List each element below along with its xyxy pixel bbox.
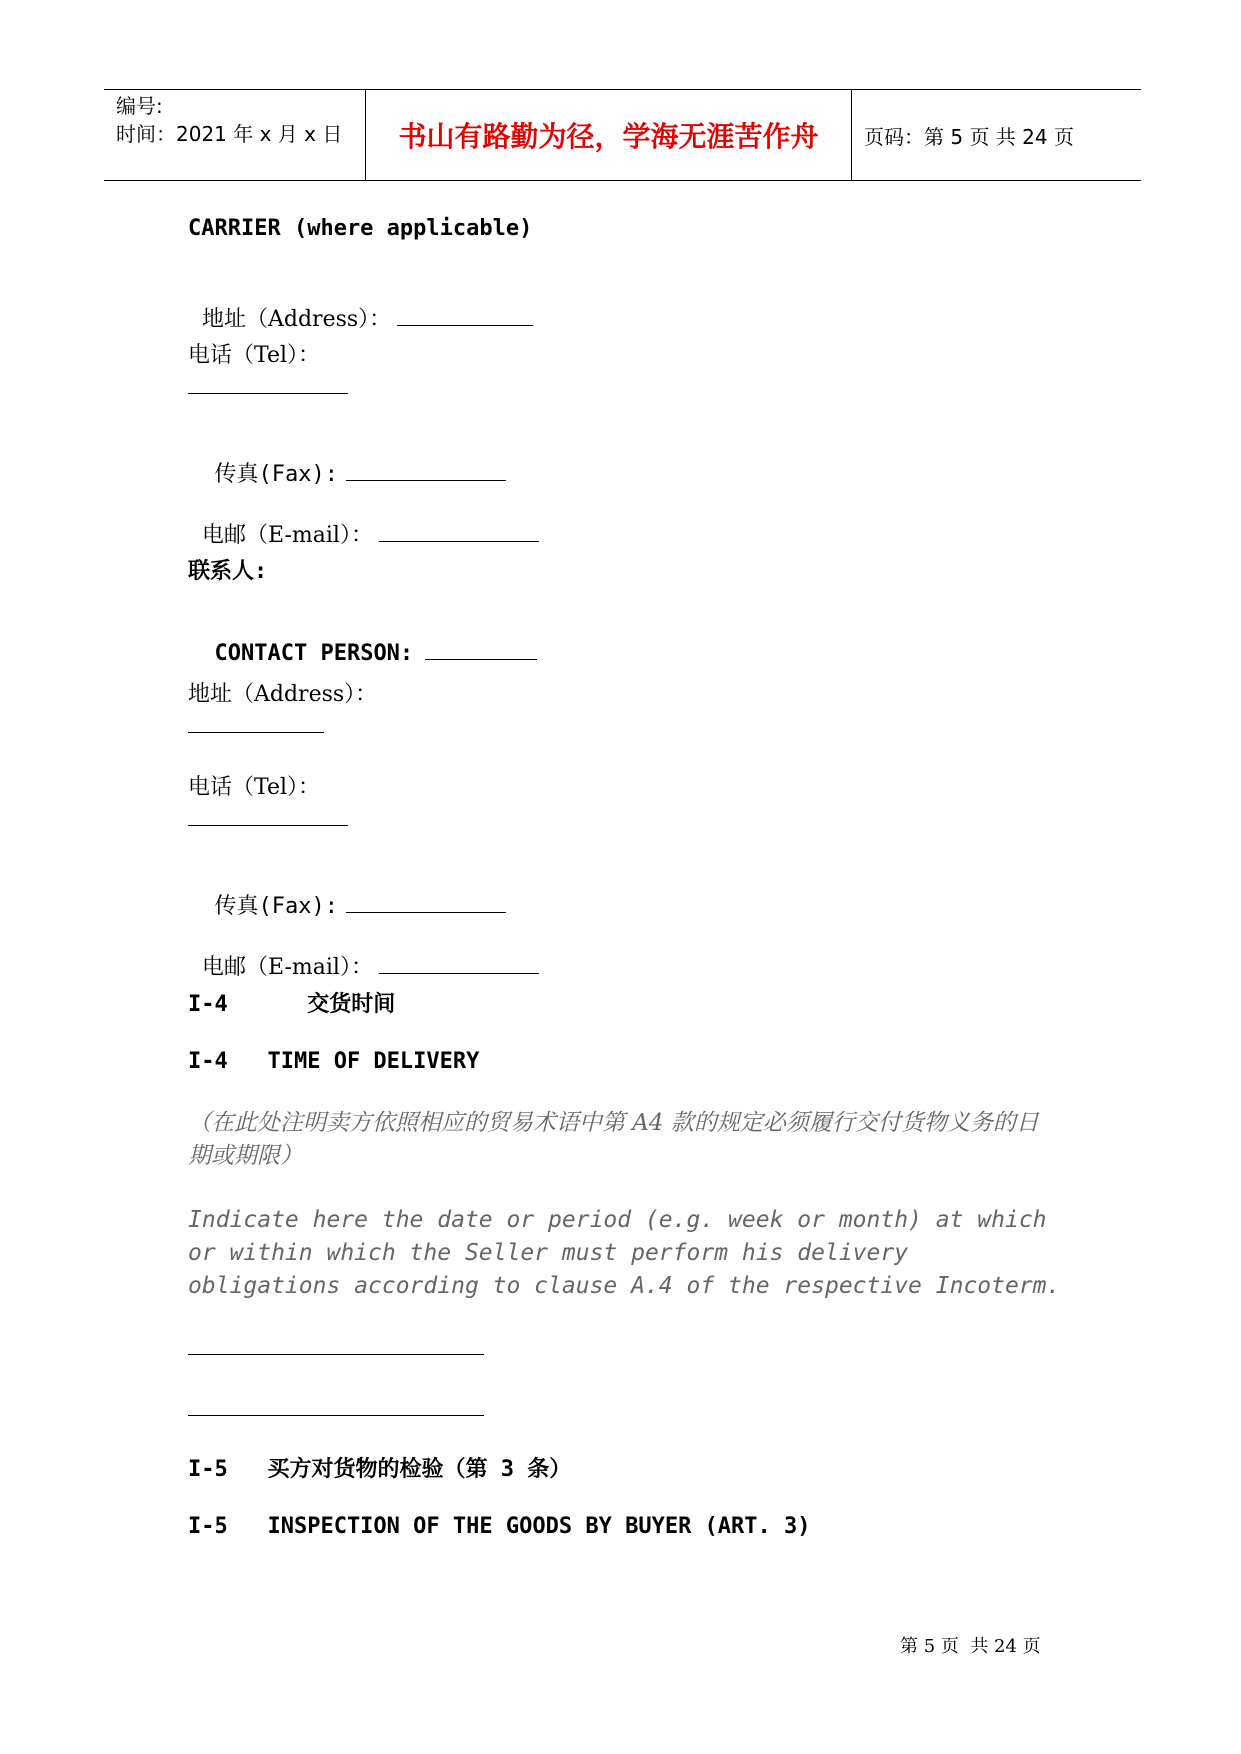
time-label: 时间：2021 年 x 月 x 日 (116, 122, 343, 146)
address-label-2: 地址（Address）： (188, 682, 378, 707)
contact-en-line (188, 616, 537, 666)
email-line-1 (188, 493, 539, 549)
page-header (104, 89, 1141, 181)
address-blank-1[interactable] (397, 307, 533, 326)
header-meta (104, 90, 366, 180)
tel-blank-1[interactable] (188, 393, 348, 394)
fax-line-1 (188, 432, 506, 488)
section-i5-cn: I-5 买方对货物的检验（第 3 条） (188, 1457, 572, 1482)
tel-blank-2[interactable] (188, 825, 348, 826)
tel-label-1: 电话（Tel）： (188, 343, 321, 368)
address-line-1 (188, 277, 533, 333)
delivery-blank-2[interactable] (188, 1415, 484, 1416)
fax-blank-1[interactable] (346, 462, 506, 481)
code-label: 编号: (116, 94, 163, 118)
fax-blank-2[interactable] (346, 894, 506, 913)
i4-note-cn: （在此处注明卖方依照相应的贸易术语中第 A4 款的规定必须履行交付货物义务的日期或期限） (188, 1110, 1039, 1169)
section-i4-en: I-4 TIME OF DELIVERY (188, 1049, 480, 1074)
contact-blank[interactable] (425, 641, 537, 660)
header-motto: 书山有路勤为径，学海无涯苦作舟 (366, 90, 852, 180)
contact-en-label: CONTACT PERSON: (214, 641, 414, 666)
address-blank-2[interactable] (188, 732, 324, 733)
email-line-2 (188, 925, 539, 981)
tel-label-2: 电话（Tel）： (188, 775, 321, 800)
email-blank-1[interactable] (379, 523, 539, 542)
email-blank-2[interactable] (379, 955, 539, 974)
header-page-label: 页码：第 5 页 共 24 页 (864, 124, 1074, 149)
contact-cn-label: 联系人: (188, 559, 268, 584)
fax-line-2 (188, 864, 506, 920)
fax-label-2: 传真(Fax): (214, 894, 338, 919)
i4-note-en: Indicate here the date or period (e.g. week or month) at which or within which the Seller must perform his delivery obligations according to clause A.4 of the respective Incoterm. (188, 1207, 1061, 1299)
carrier-heading: CARRIER (where applicable) (188, 216, 533, 241)
email-label-2: 电邮（E-mail）： (202, 955, 373, 980)
address-label-1: 地址（Address）： (202, 307, 392, 332)
section-i4-cn: I-4 交货时间 (188, 992, 396, 1017)
fax-label-1: 传真(Fax): (214, 462, 338, 487)
email-label-1: 电邮（E-mail）： (202, 523, 373, 548)
page-footer: 第 5 页 共 24 页 (900, 1636, 1041, 1657)
section-i5-en: I-5 INSPECTION OF THE GOODS BY BUYER (ART. 3) (188, 1514, 811, 1539)
delivery-blank-1[interactable] (188, 1354, 484, 1355)
